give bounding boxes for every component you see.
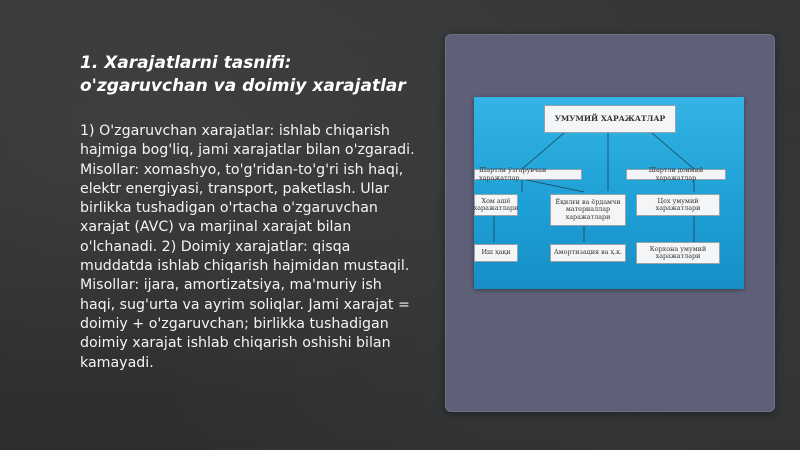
diagram-raw-materials-box: Хом ашё харажатлари [474, 194, 518, 216]
diagram-shop-costs-box: Цех умумий харажатлари [636, 194, 720, 216]
diagram-depreciation-box: Амортизация ва ҳ.к. [550, 244, 626, 262]
diagram-fixed-costs-box: Шартли доимий харажатлар [626, 169, 726, 180]
slide-title: 1. Xarajatlarni tasnifi: o'zgaruvchan va doimiy xarajatlar [80, 53, 406, 96]
diagram-wages-box: Иш ҳақи [474, 244, 518, 262]
cost-structure-diagram [474, 97, 744, 289]
diagram-fuel-materials-box: Ёқилғи ва ёрдамчи материаллар харажатлари [550, 194, 626, 226]
diagram-variable-costs-box: Шартли ўзгарувчан харажатлар [474, 169, 582, 180]
slide-body-text: 1) O'zgaruvchan xarajatlar: ishlab chiqarish hajmiga bog'liq, jami xarajatlar bilan o'zgaradi. Misollar: xomashyo, to'g'ridan-to'g'ri ish haqi, elektr energiyasi, transport, paketlash. Ular birlikka tushadigan o'rtacha o'zgaruvchan xarajat (AVC) va marjinal xarajat bilan o'lchanadi. 2) Doimiy xarajatlar: qisqa muddatda ishlab chiqarish hajmidan mustaqil. Misollar: ijara, amortizatsiya, ma'muriy ish haqi, sug'urta va ayrim soliqlar. Jami xarajat = doimiy + o'zgaruvchan; birlikka tushadigan doimiy xarajat ishlab chiqarish oshishi bilan kamayadi. [80, 123, 415, 371]
diagram-root-box: УМУМИЙ ХАРАЖАТЛАР [544, 105, 676, 133]
diagram-enterprise-costs-box: Корхона умумий харажатлари [636, 242, 720, 264]
